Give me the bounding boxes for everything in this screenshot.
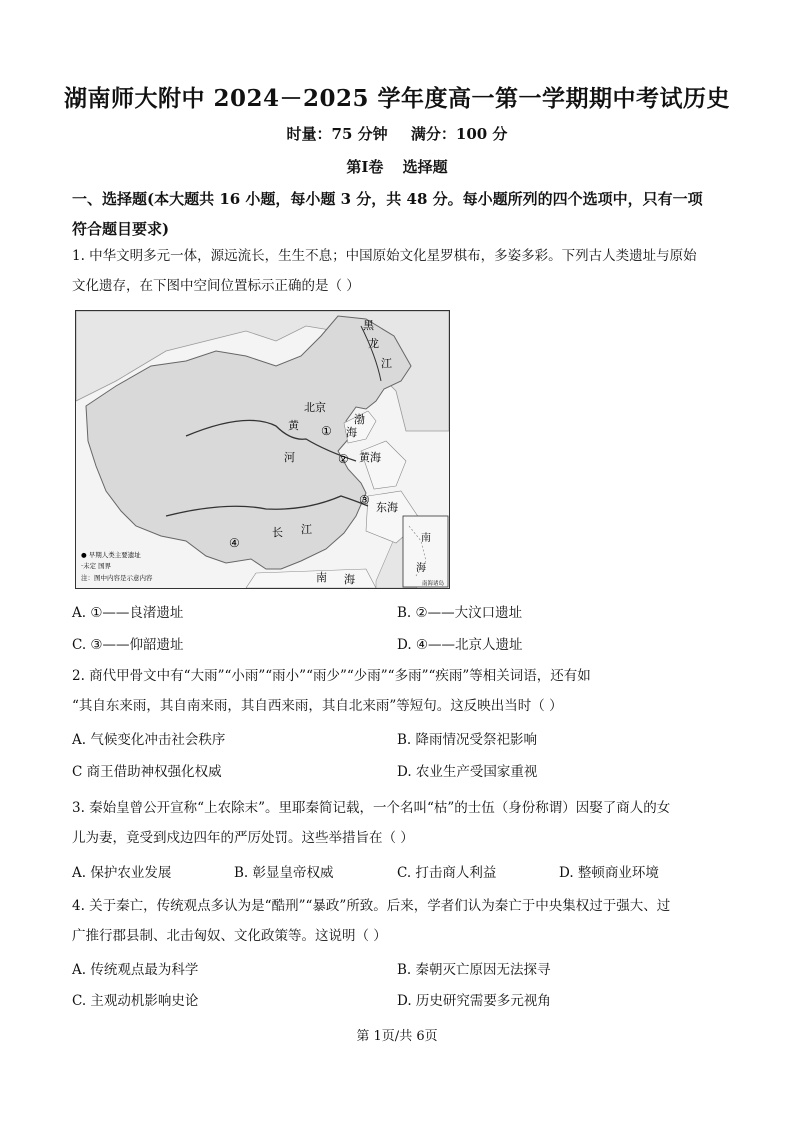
section-line-1: 一、选择题(本大题共 16 小题，每小题 3 分，共 48 分。每小题所列的四个选项中，只有一项 [72,190,703,208]
question-2-line-2: “其自东来雨，其自南来雨，其自西来雨，其自北来雨”等短句。这反映出当时（ ） [72,698,563,714]
section-line-2: 符合题目要求) [72,220,170,238]
exam-score: 满分：100 分 [410,125,508,143]
question-4-line-1: 4. 关于秦亡，传统观点多认为是“酷刑”“暴政”所致。后来，学者们认为秦亡于中央集权过于强大、过 [72,898,671,914]
question-3-line-2: 儿为妻，竟受到戍边四年的严厉处罚。这些举措旨在（ ） [72,830,414,846]
exam-title: 湖南师大附中 2024－2025 学年度高一第一学期期中考试历史 [63,85,731,112]
legend-note: 注：图中内容是示意内容 [81,574,153,582]
q4-option-c[interactable]: C. 主观动机影响史论 [72,993,199,1009]
legend-sites: ● 早期人类主要遗址 [81,551,141,559]
question-1-line-1: 1. 中华文明多元一体，源远流长，生生不息；中国原始文化星罗棋布，多姿多彩。下列古人类遗址与原始 [72,248,697,264]
question-2-line-1: 2. 商代甲骨文中有“大雨”“小雨”“雨小”“雨少”“少雨”“多雨”“疾雨”等相关词语，还有如 [72,668,591,684]
site-marker-4: ④ [229,536,240,550]
question-3-line-1: 3. 秦始皇曾公开宣称“上农除末”。里耶秦简记载，一个名叫“枯”的士伍（身份称谓）因娶了商人的女 [72,800,671,816]
question-1-line-2: 文化遗存，在下图中空间位置标示正确的是（ ） [72,278,360,294]
label-nan-inset: 南 [421,533,431,544]
inset-note: 南海诸岛 [422,581,445,587]
section-instructions [72,184,732,244]
label-bo: 渤 [354,413,365,426]
q2-option-c[interactable]: C 商王借助神权强化权威 [72,764,222,780]
site-marker-1: ① [321,424,332,438]
q4-option-a[interactable]: A. 传统观点最为科学 [72,962,199,978]
label-nanhai-2: 海 [344,573,355,586]
site-marker-2: ② [338,452,349,466]
label-chang: 长 [272,526,283,539]
q4-option-b[interactable]: B. 秦朝灭亡原因无法探寻 [397,962,551,978]
q3-option-c[interactable]: C. 打击商人利益 [397,865,497,881]
question-4 [72,891,732,951]
q3-option-b[interactable]: B. 彰显皇帝权威 [234,865,334,881]
page-number: 第 1页/共 6页 [356,1029,438,1044]
legend-border: ·未定 国界 [81,562,112,570]
label-he-huang: 河 [284,451,295,464]
q2-option-d[interactable]: D. 农业生产受国家重视 [397,764,538,780]
question-2 [72,661,732,721]
site-marker-3: ③ [359,493,370,507]
exam-time: 时量：75 分钟 [286,125,388,143]
q3-option-d[interactable]: D. 整顿商业环境 [559,865,659,881]
volume-heading [0,156,794,177]
question-3 [72,793,732,853]
label-jiang-chang: 江 [301,523,312,536]
q4-option-d[interactable]: D. 历史研究需要多元视角 [397,993,551,1009]
volume-label: 第Ⅰ卷 [346,158,384,176]
label-huang: 黄 [288,419,299,432]
volume-name: 选择题 [402,158,448,176]
label-long: 龙 [368,337,379,350]
china-map-figure [75,310,450,589]
exam-meta [0,123,794,144]
label-jiang-north: 江 [381,357,392,370]
label-beijing: 北京 [304,401,326,414]
q3-option-a[interactable]: A. 保护农业发展 [72,865,172,881]
china-map-svg [76,311,449,588]
label-hei: 黑 [363,319,374,332]
q2-option-b[interactable]: B. 降雨情况受祭祀影响 [397,732,538,748]
q1-option-d[interactable]: D. ④——北京人遗址 [397,637,523,653]
label-donghai: 东海 [376,501,398,514]
q1-option-c[interactable]: C. ③——仰韶遗址 [72,637,184,653]
label-huanghai: 黄海 [359,451,381,464]
label-hai-inset: 海 [416,563,426,574]
question-4-line-2: 广推行郡县制、北击匈奴、文化政策等。这说明（ ） [72,928,387,944]
q1-option-b[interactable]: B. ②——大汶口遗址 [397,605,523,621]
q2-option-a[interactable]: A. 气候变化冲击社会秩序 [72,732,226,748]
q1-option-a[interactable]: A. ①——良渚遗址 [72,605,184,621]
label-hai-bo: 海 [346,426,357,439]
label-nanhai-1: 南 [316,571,327,584]
question-1 [72,241,732,301]
